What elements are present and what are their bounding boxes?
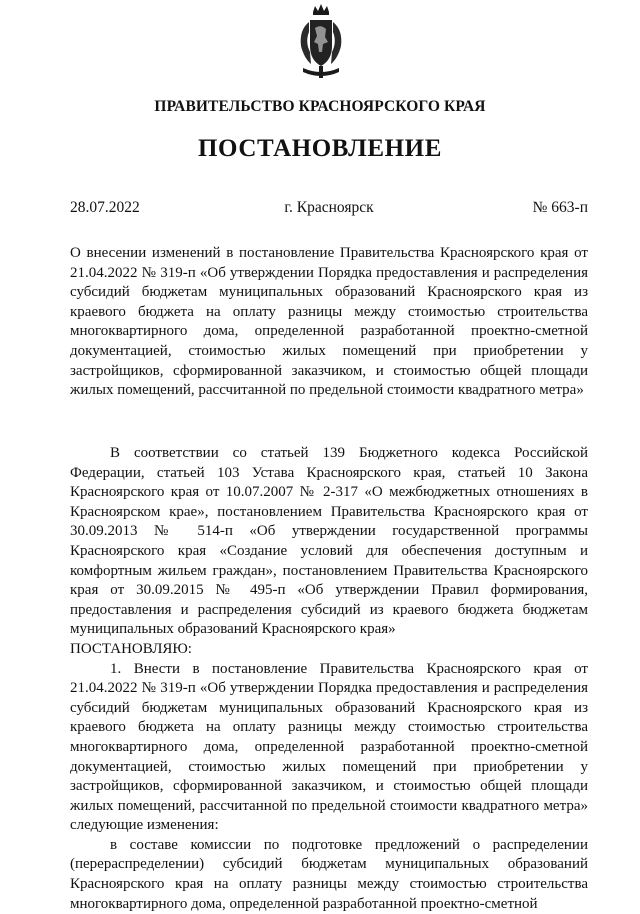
document-body	[70, 444, 588, 914]
document-city: г. Красноярск	[284, 199, 374, 216]
preamble-paragraph: В соответствии со статьей 139 Бюджетного кодекса Российской Федерации, статьей 103 Устава Красноярского края, статьей 10 Закона Красноярского края от 10.07.2007 № 2-317 «О межбюджетных отношениях в Красноярском крае», постановлением Правительства Красноярского края от 30.09.2013 № 514-п «Об утверждении государственной программы Красноярского края «Создание условий для обеспечения доступным и комфортным жильем граждан», постановлением Правительства Красноярского края от 30.09.2015 № 495-п «Об утверждении Правил формирования, предоставления и распределения субсидий из краевого бюджета бюджетам муниципальных образований Красноярского края»	[70, 445, 588, 638]
organization-title: ПРАВИТЕЛЬСТВО КРАСНОЯРСКОГО КРАЯ	[154, 98, 486, 115]
item-1-paragraph: 1. Внести в постановление Правительства Красноярского края от 21.04.2022 № 319-п «Об утверждении Порядка предоставления и распределения субсидий бюджетам муниципальных образований Красноярского края из краевого бюджета на оплату разницы между стоимостью строительства многоквартирного дома, определенной разработанной проектно-сметной документацией, стоимостью жилых помещений при приобретении у застройщиков, сформированной заказчиком, и стоимостью общей площади жилых помещений, рассчитанной по предельной стоимости квадратного метра» следующие изменения:	[70, 660, 588, 834]
document-meta-row	[70, 199, 588, 219]
item-1-subparagraph: в составе комиссии по подготовке предложений о распределении (перераспределении) субсидий бюджетам муниципальных образований Красноярского края на оплату разницы между стоимостью строительства многоквартирного дома, определенной разработанной проектно-сметной	[70, 836, 588, 912]
document-number: № 663-п	[532, 199, 588, 216]
document-type-heading: ПОСТАНОВЛЕНИЕ	[197, 135, 443, 162]
ruling-statement: ПОСТАНОВЛЯЮ:	[70, 640, 192, 657]
coat-of-arms-icon	[295, 2, 347, 82]
document-title: О внесении изменений в постановление Правительства Красноярского края от 21.04.2022 № 319-п «Об утверждении Порядка предоставления и распределения субсидий бюджетам муниципальных образований Красноярского края из краевого бюджета на оплату разницы между стоимостью строительства многоквартирного дома, определенной разработанной проектно-сметной документацией, стоимостью жилых помещений при приобретении у застройщиков, сформированной заказчиком, и стоимостью общей площади жилых помещений, рассчитанной по предельной стоимости квадратного метра»	[70, 245, 588, 399]
document-date: 28.07.2022	[70, 199, 140, 216]
